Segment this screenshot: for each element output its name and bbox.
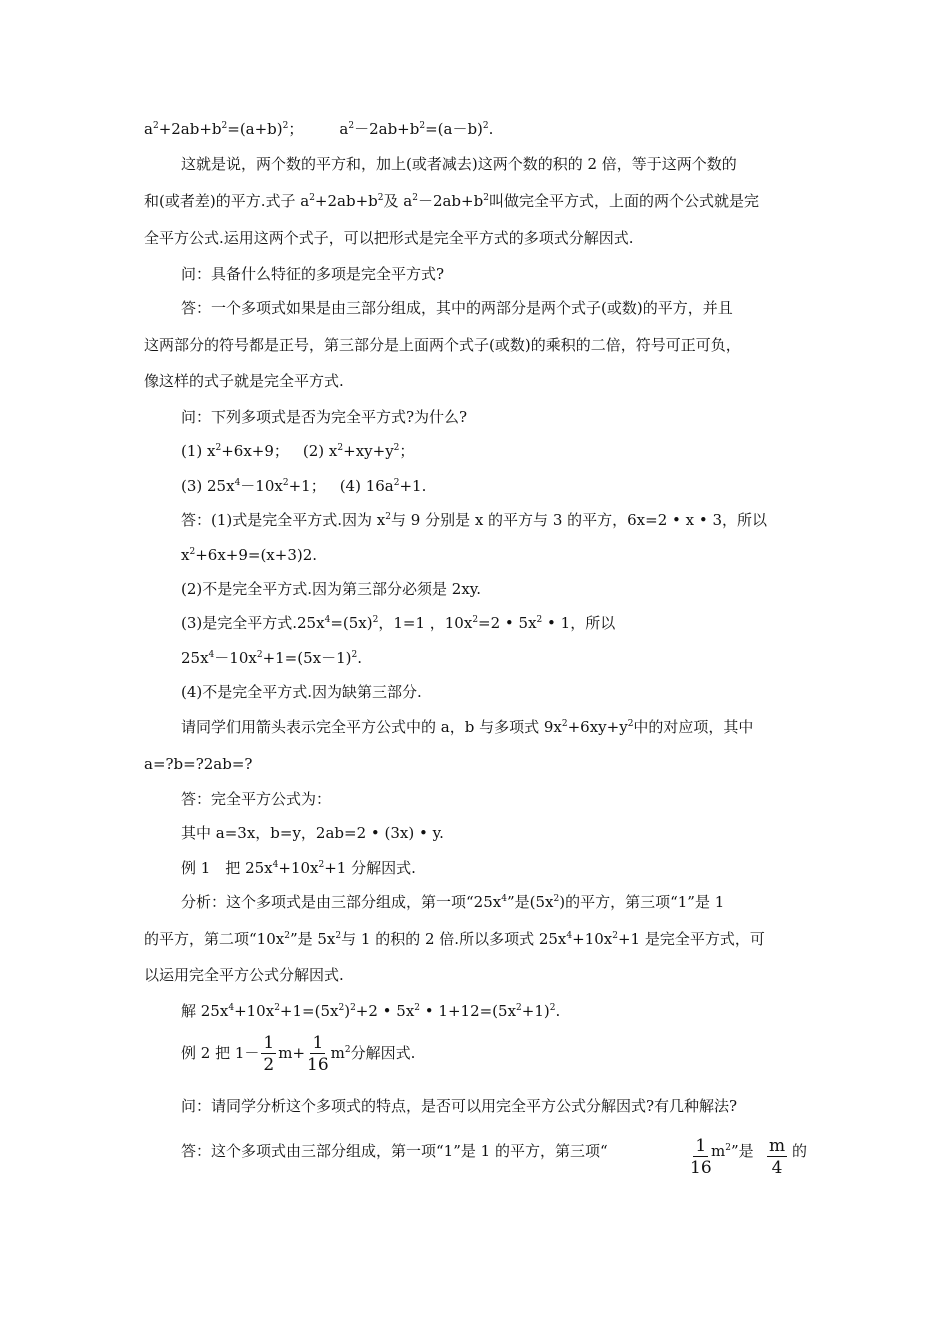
answer-line: 像这样的式子就是完全平方式. [144, 372, 344, 390]
solution-line: (3)是完全平方式$.25x^4=(5x)^2$，1=1 ，$10x^2=2$ • $5x^2$ • 1，所以 [181, 614, 616, 632]
solution-line: (2)不是完全平方式.因为第三部分必须是 2xy. [181, 580, 482, 598]
answer-line: 答：完全平方公式为： [181, 790, 332, 808]
question-line: 问：请同学分析这个多项式的特点，是否可以用完全平方公式分解因式?有几种解法? [181, 1097, 738, 1115]
fraction-half: $\frac{1}{2}$ [263, 1032, 275, 1075]
paragraph-line: 这就是说，两个数的平方和，加上(或者减去)这两个数的积的 2 倍，等于这两个数的 [181, 155, 737, 173]
formula-line: $a^2+2ab+b^2=(a+b)^2$； $a^2-2ab+b^2=(a-b)^2$. [144, 120, 494, 138]
fraction-m-over-4: $\frac{m}{4}$ [769, 1136, 786, 1178]
question-line: 问：具备什么特征的多项是完全平方式? [181, 265, 445, 283]
analysis-line: 的平方，第二项“$10x^2$”是 $5x^2$与 1 的积的 2 倍.所以多项式 $25x^4+10x^2+1$ 是完全平方式，可 [144, 930, 765, 948]
fraction-sixteenth-2: $\frac{1}{16}$ [690, 1136, 712, 1178]
answer-tail: $m^2$”是 [711, 1142, 754, 1160]
solution-line: 解 $25x^4+10x^2+1=(5x^2)^2+2$ • $5x^2$ • $1+12=(5x^2+1)^2$. [181, 1002, 561, 1020]
analysis-line: 以运用完全平方公式分解因式. [144, 966, 344, 984]
paragraph-line: a=?b=?2ab=? [144, 755, 253, 773]
answer-line: 这两部分的符号都是正号，第三部分是上面两个式子(或数)的乘积的二倍，符号可正可负， [144, 336, 741, 354]
solution-line: $25x^4-10x^2+1=(5x-1)^2$. [181, 649, 363, 667]
analysis-line: 分析：这个多项式是由三部分组成，第一项“$25x^4$”是$(5x^2)$的平方，第三项“1”是 1 [181, 893, 725, 911]
example-title: 例 1 把 $25x^4+10x^2+1$ 分解因式. [181, 859, 416, 877]
answer-end: 的 [792, 1142, 808, 1160]
paragraph-line: 全平方公式.运用这两个式子，可以把形式是完全平方式的多项式分解因式. [144, 229, 634, 247]
solution-line: 答：(1)式是完全平方式.因为 $x^2$与 9 分别是 x 的平方与 3 的平方，6x=2 • x • 3，所以 [181, 511, 768, 529]
example-title: 例 2 把 1－ $\frac{1}{2}$ m+ $\frac{1}{16}$ $m^2$分解因式. [181, 1032, 416, 1075]
answer-line: 答：一个多项式如果是由三部分组成，其中的两部分是两个式子(或数)的平方，并且 [181, 299, 733, 317]
solution-line: (4)不是完全平方式.因为缺第三部分. [181, 683, 422, 701]
exercise-line: (3) $25x^4-10x^2+1$； (4) $16a^2+1$. [181, 477, 427, 495]
solution-line: $x^2+6x+9=(x+3)2$. [181, 546, 318, 564]
fraction-sixteenth: $\frac{1}{16}$ [307, 1032, 329, 1075]
paragraph-line: 和(或者差)的平方.式子 $a^2+2ab+b^2$及 $a^2-2ab+b^2$叫做完全平方式，上面的两个公式就是完 [144, 192, 759, 210]
answer-line: 答：这个多项式由三部分组成，第一项“1”是 1 的平方，第三项“ [181, 1142, 608, 1160]
question-line: 问：下列多项式是否为完全平方式?为什么? [181, 408, 468, 426]
paragraph-line: 请同学们用箭头表示完全平方公式中的 a，b 与多项式 $9x^2+6xy+y^2$中的对应项，其中 [181, 718, 754, 736]
exercise-line: (1) $x^2+6x+9$； (2) $x^2+xy+y^2$； [181, 442, 415, 460]
answer-line: 其中 a=3x，b=y，2ab=2 • (3x) • y. [181, 824, 444, 842]
